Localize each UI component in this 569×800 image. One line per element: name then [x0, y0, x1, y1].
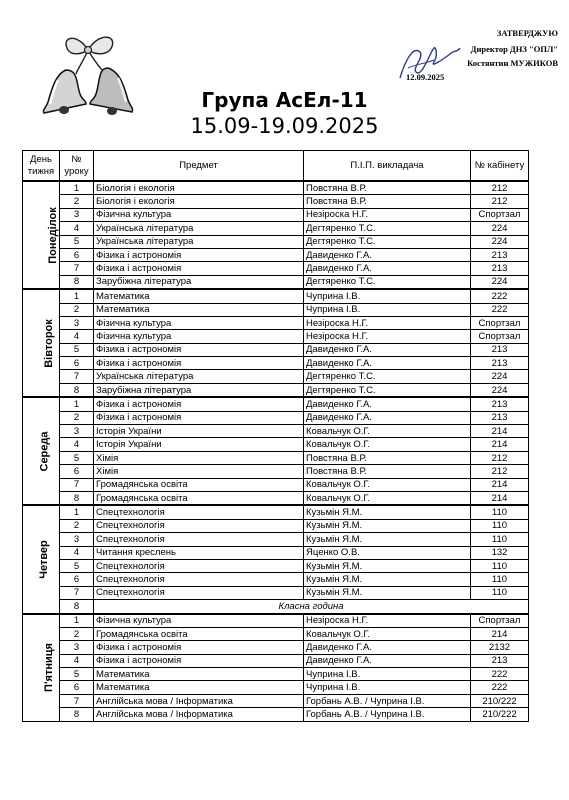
table-row — [23, 600, 529, 614]
lesson-number: 2 — [60, 627, 94, 640]
lesson-number: 6 — [60, 357, 94, 370]
special-note: Класна година — [94, 600, 529, 614]
subject-cell: Українська література — [94, 222, 304, 235]
teacher-cell: Давиденко Г.А. — [304, 248, 471, 261]
lesson-number: 8 — [60, 600, 94, 614]
table-row — [23, 546, 529, 559]
subject-cell: Спецтехнологія — [94, 573, 304, 586]
subject-cell: Читання креслень — [94, 546, 304, 559]
lesson-number: 1 — [60, 614, 94, 628]
teacher-cell: Незіроска Н.Г. — [304, 330, 471, 343]
subject-cell: Українська література — [94, 370, 304, 383]
lesson-number: 4 — [60, 222, 94, 235]
subject-cell: Англійська мова / Інформатика — [94, 694, 304, 707]
subject-cell: Громадянська освіта — [94, 478, 304, 491]
teacher-cell: Чуприна І.В. — [304, 681, 471, 694]
lesson-number: 1 — [60, 181, 94, 195]
day-name: Понеділок — [46, 206, 59, 264]
lesson-number: 7 — [60, 586, 94, 599]
table-row — [23, 614, 529, 628]
subject-cell: Хімія — [94, 451, 304, 464]
teacher-cell: Дегтяренко Т.С. — [304, 383, 471, 397]
room-cell: 110 — [471, 519, 529, 532]
subject-cell: Спецтехнологія — [94, 519, 304, 532]
lesson-number: 5 — [60, 559, 94, 572]
room-cell: 214 — [471, 438, 529, 451]
room-cell: Спортзал — [471, 208, 529, 221]
table-row — [23, 222, 529, 235]
header-subject: Предмет — [94, 151, 304, 182]
teacher-cell: Кузьмін Я.М. — [304, 573, 471, 586]
room-cell: 212 — [471, 181, 529, 195]
lesson-number: 5 — [60, 668, 94, 681]
room-cell: 222 — [471, 289, 529, 303]
room-cell: 2132 — [471, 641, 529, 654]
subject-cell: Хімія — [94, 465, 304, 478]
room-cell: 214 — [471, 478, 529, 491]
table-row — [23, 668, 529, 681]
table-row — [23, 343, 529, 356]
subject-cell: Фізика і астрономія — [94, 248, 304, 261]
teacher-cell: Давиденко Г.А. — [304, 397, 471, 411]
teacher-cell: Ковальчук О.Г. — [304, 491, 471, 505]
lesson-number: 4 — [60, 546, 94, 559]
room-cell: 222 — [471, 303, 529, 316]
day-cell — [23, 397, 60, 505]
lesson-number: 6 — [60, 248, 94, 261]
approval-line3: Костянтин МУЖИКОВ — [467, 58, 558, 68]
room-cell: Спортзал — [471, 614, 529, 628]
table-row — [23, 303, 529, 316]
table-row — [23, 195, 529, 208]
table-row — [23, 627, 529, 640]
table-row — [23, 411, 529, 424]
day-cell — [23, 181, 60, 289]
subject-cell: Фізична культура — [94, 316, 304, 329]
teacher-cell: Кузьмін Я.М. — [304, 586, 471, 599]
lesson-number: 3 — [60, 533, 94, 546]
lesson-number: 3 — [60, 641, 94, 654]
teacher-cell: Дегтяренко Т.С. — [304, 222, 471, 235]
lesson-number: 5 — [60, 451, 94, 464]
day-cell — [23, 614, 60, 722]
teacher-cell: Повстяна В.Р. — [304, 195, 471, 208]
room-cell: 213 — [471, 397, 529, 411]
table-row — [23, 559, 529, 572]
subject-cell: Математика — [94, 681, 304, 694]
teacher-cell: Чуприна І.В. — [304, 668, 471, 681]
table-row — [23, 397, 529, 411]
teacher-cell: Незіроска Н.Г. — [304, 208, 471, 221]
teacher-cell: Дегтяренко Т.С. — [304, 235, 471, 248]
teacher-cell: Незіроска Н.Г. — [304, 614, 471, 628]
lesson-number: 7 — [60, 694, 94, 707]
subject-cell: Фізика і астрономія — [94, 397, 304, 411]
lesson-number: 7 — [60, 262, 94, 275]
teacher-cell: Повстяна В.Р. — [304, 465, 471, 478]
table-row — [23, 262, 529, 275]
room-cell: 222 — [471, 681, 529, 694]
table-row — [23, 357, 529, 370]
approval-date: 12.09.2025 — [406, 72, 445, 82]
subject-cell: Фізична культура — [94, 614, 304, 628]
subject-cell: Біологія і екологія — [94, 181, 304, 195]
subject-cell: Фізика і астрономія — [94, 357, 304, 370]
room-cell: 222 — [471, 668, 529, 681]
teacher-cell: Незіроска Н.Г. — [304, 316, 471, 329]
lesson-number: 3 — [60, 425, 94, 438]
teacher-cell: Кузьмін Я.М. — [304, 559, 471, 572]
teacher-cell: Повстяна В.Р. — [304, 451, 471, 464]
room-cell: 224 — [471, 235, 529, 248]
day-name: Четвер — [37, 540, 50, 579]
room-cell: 224 — [471, 275, 529, 289]
table-header-row — [23, 151, 529, 182]
room-cell: 213 — [471, 262, 529, 275]
subject-cell: Громадянська освіта — [94, 491, 304, 505]
table-row — [23, 519, 529, 532]
room-cell: 214 — [471, 491, 529, 505]
table-row — [23, 654, 529, 667]
table-row — [23, 208, 529, 221]
teacher-cell: Давиденко Г.А. — [304, 411, 471, 424]
table-row — [23, 451, 529, 464]
teacher-cell: Чуприна І.В. — [304, 289, 471, 303]
table-row — [23, 425, 529, 438]
subject-cell: Спецтехнологія — [94, 533, 304, 546]
room-cell: 224 — [471, 383, 529, 397]
room-cell: 110 — [471, 559, 529, 572]
subject-cell: Громадянська освіта — [94, 627, 304, 640]
day-name: П'ятниця — [42, 643, 55, 693]
room-cell: 212 — [471, 195, 529, 208]
day-cell — [23, 505, 60, 613]
room-cell: 132 — [471, 546, 529, 559]
teacher-cell: Давиденко Г.А. — [304, 343, 471, 356]
teacher-cell: Ковальчук О.Г. — [304, 425, 471, 438]
approval-line2: Директор ДНЗ "ОПЛ" — [470, 44, 558, 54]
teacher-cell: Кузьмін Я.М. — [304, 505, 471, 519]
lesson-number: 3 — [60, 316, 94, 329]
table-row — [23, 289, 529, 303]
table-row — [23, 681, 529, 694]
subject-cell: Фізична культура — [94, 330, 304, 343]
table-row — [23, 641, 529, 654]
lesson-number: 2 — [60, 411, 94, 424]
room-cell: 212 — [471, 451, 529, 464]
subject-cell: Фізика і астрономія — [94, 343, 304, 356]
lesson-number: 5 — [60, 343, 94, 356]
schedule-table — [22, 150, 529, 722]
subject-cell: Математика — [94, 289, 304, 303]
room-cell: 110 — [471, 586, 529, 599]
header-room: № кабінету — [471, 151, 529, 182]
approval-line1: ЗАТВЕРДЖУЮ — [496, 28, 558, 38]
room-cell: Спортзал — [471, 316, 529, 329]
room-cell: 213 — [471, 248, 529, 261]
lesson-number: 7 — [60, 478, 94, 491]
header-lesson: № уроку — [60, 151, 94, 182]
lesson-number: 6 — [60, 465, 94, 478]
room-cell: 214 — [471, 425, 529, 438]
subject-cell: Зарубіжна література — [94, 383, 304, 397]
lesson-number: 8 — [60, 383, 94, 397]
approval-stamp — [402, 28, 562, 88]
teacher-cell: Дегтяренко Т.С. — [304, 275, 471, 289]
teacher-cell: Давиденко Г.А. — [304, 357, 471, 370]
subject-cell: Біологія і екологія — [94, 195, 304, 208]
table-row — [23, 491, 529, 505]
day-name: Середа — [38, 431, 51, 472]
subject-cell: Фізика і астрономія — [94, 262, 304, 275]
teacher-cell: Давиденко Г.А. — [304, 262, 471, 275]
table-row — [23, 533, 529, 546]
week-range: 15.09-19.09.2025 — [190, 114, 379, 138]
subject-cell: Історія України — [94, 438, 304, 451]
subject-cell: Спецтехнологія — [94, 586, 304, 599]
table-row — [23, 316, 529, 329]
subject-cell: Фізика і астрономія — [94, 654, 304, 667]
room-cell: 110 — [471, 533, 529, 546]
table-row — [23, 465, 529, 478]
teacher-cell: Ковальчук О.Г. — [304, 438, 471, 451]
teacher-cell: Ковальчук О.Г. — [304, 627, 471, 640]
room-cell: 210/222 — [471, 708, 529, 721]
subject-cell: Історія України — [94, 425, 304, 438]
table-row — [23, 573, 529, 586]
lesson-number: 8 — [60, 708, 94, 721]
subject-cell: Англійська мова / Інформатика — [94, 708, 304, 721]
lesson-number: 8 — [60, 275, 94, 289]
room-cell: 214 — [471, 627, 529, 640]
lesson-number: 5 — [60, 235, 94, 248]
table-row — [23, 438, 529, 451]
table-row — [23, 586, 529, 599]
lesson-number: 6 — [60, 573, 94, 586]
room-cell: 213 — [471, 411, 529, 424]
room-cell: 110 — [471, 573, 529, 586]
teacher-cell: Горбань А.В. / Чуприна І.В. — [304, 694, 471, 707]
subject-cell: Зарубіжна література — [94, 275, 304, 289]
teacher-cell: Повстяна В.Р. — [304, 181, 471, 195]
lesson-number: 4 — [60, 438, 94, 451]
lesson-number: 2 — [60, 195, 94, 208]
subject-cell: Фізична культура — [94, 208, 304, 221]
room-cell: 224 — [471, 370, 529, 383]
table-row — [23, 181, 529, 195]
table-row — [23, 235, 529, 248]
lesson-number: 1 — [60, 505, 94, 519]
table-row — [23, 383, 529, 397]
room-cell: 110 — [471, 505, 529, 519]
subject-cell: Фізика і астрономія — [94, 641, 304, 654]
teacher-cell: Давиденко Г.А. — [304, 641, 471, 654]
table-row — [23, 708, 529, 721]
room-cell: 213 — [471, 654, 529, 667]
day-cell — [23, 289, 60, 397]
room-cell: 212 — [471, 465, 529, 478]
teacher-cell: Яценко О.В. — [304, 546, 471, 559]
lesson-number: 1 — [60, 397, 94, 411]
teacher-cell: Горбань А.В. / Чуприна І.В. — [304, 708, 471, 721]
room-cell: 213 — [471, 343, 529, 356]
room-cell: 210/222 — [471, 694, 529, 707]
day-name: Вівторок — [42, 318, 55, 368]
teacher-cell: Кузьмін Я.М. — [304, 519, 471, 532]
lesson-number: 2 — [60, 519, 94, 532]
subject-cell: Математика — [94, 668, 304, 681]
table-row — [23, 330, 529, 343]
room-cell: 213 — [471, 357, 529, 370]
table-row — [23, 370, 529, 383]
lesson-number: 2 — [60, 303, 94, 316]
subject-cell: Спецтехнологія — [94, 505, 304, 519]
teacher-cell: Дегтяренко Т.С. — [304, 370, 471, 383]
teacher-cell: Давиденко Г.А. — [304, 654, 471, 667]
table-row — [23, 505, 529, 519]
header-day: День тижня — [23, 151, 60, 182]
lesson-number: 6 — [60, 681, 94, 694]
subject-cell: Фізика і астрономія — [94, 411, 304, 424]
lesson-number: 3 — [60, 208, 94, 221]
table-row — [23, 694, 529, 707]
table-row — [23, 248, 529, 261]
lesson-number: 8 — [60, 491, 94, 505]
lesson-number: 4 — [60, 654, 94, 667]
schedule-body — [23, 181, 529, 721]
teacher-cell: Чуприна І.В. — [304, 303, 471, 316]
subject-cell: Спецтехнологія — [94, 559, 304, 572]
subject-cell: Математика — [94, 303, 304, 316]
room-cell: 224 — [471, 222, 529, 235]
lesson-number: 4 — [60, 330, 94, 343]
teacher-cell: Ковальчук О.Г. — [304, 478, 471, 491]
header-teacher: П.І.П. викладача — [304, 151, 471, 182]
lesson-number: 1 — [60, 289, 94, 303]
subject-cell: Українська література — [94, 235, 304, 248]
table-row — [23, 478, 529, 491]
lesson-number: 7 — [60, 370, 94, 383]
page-title: Група АсЕл-11 — [201, 88, 368, 112]
table-row — [23, 275, 529, 289]
teacher-cell: Кузьмін Я.М. — [304, 533, 471, 546]
room-cell: Спортзал — [471, 330, 529, 343]
